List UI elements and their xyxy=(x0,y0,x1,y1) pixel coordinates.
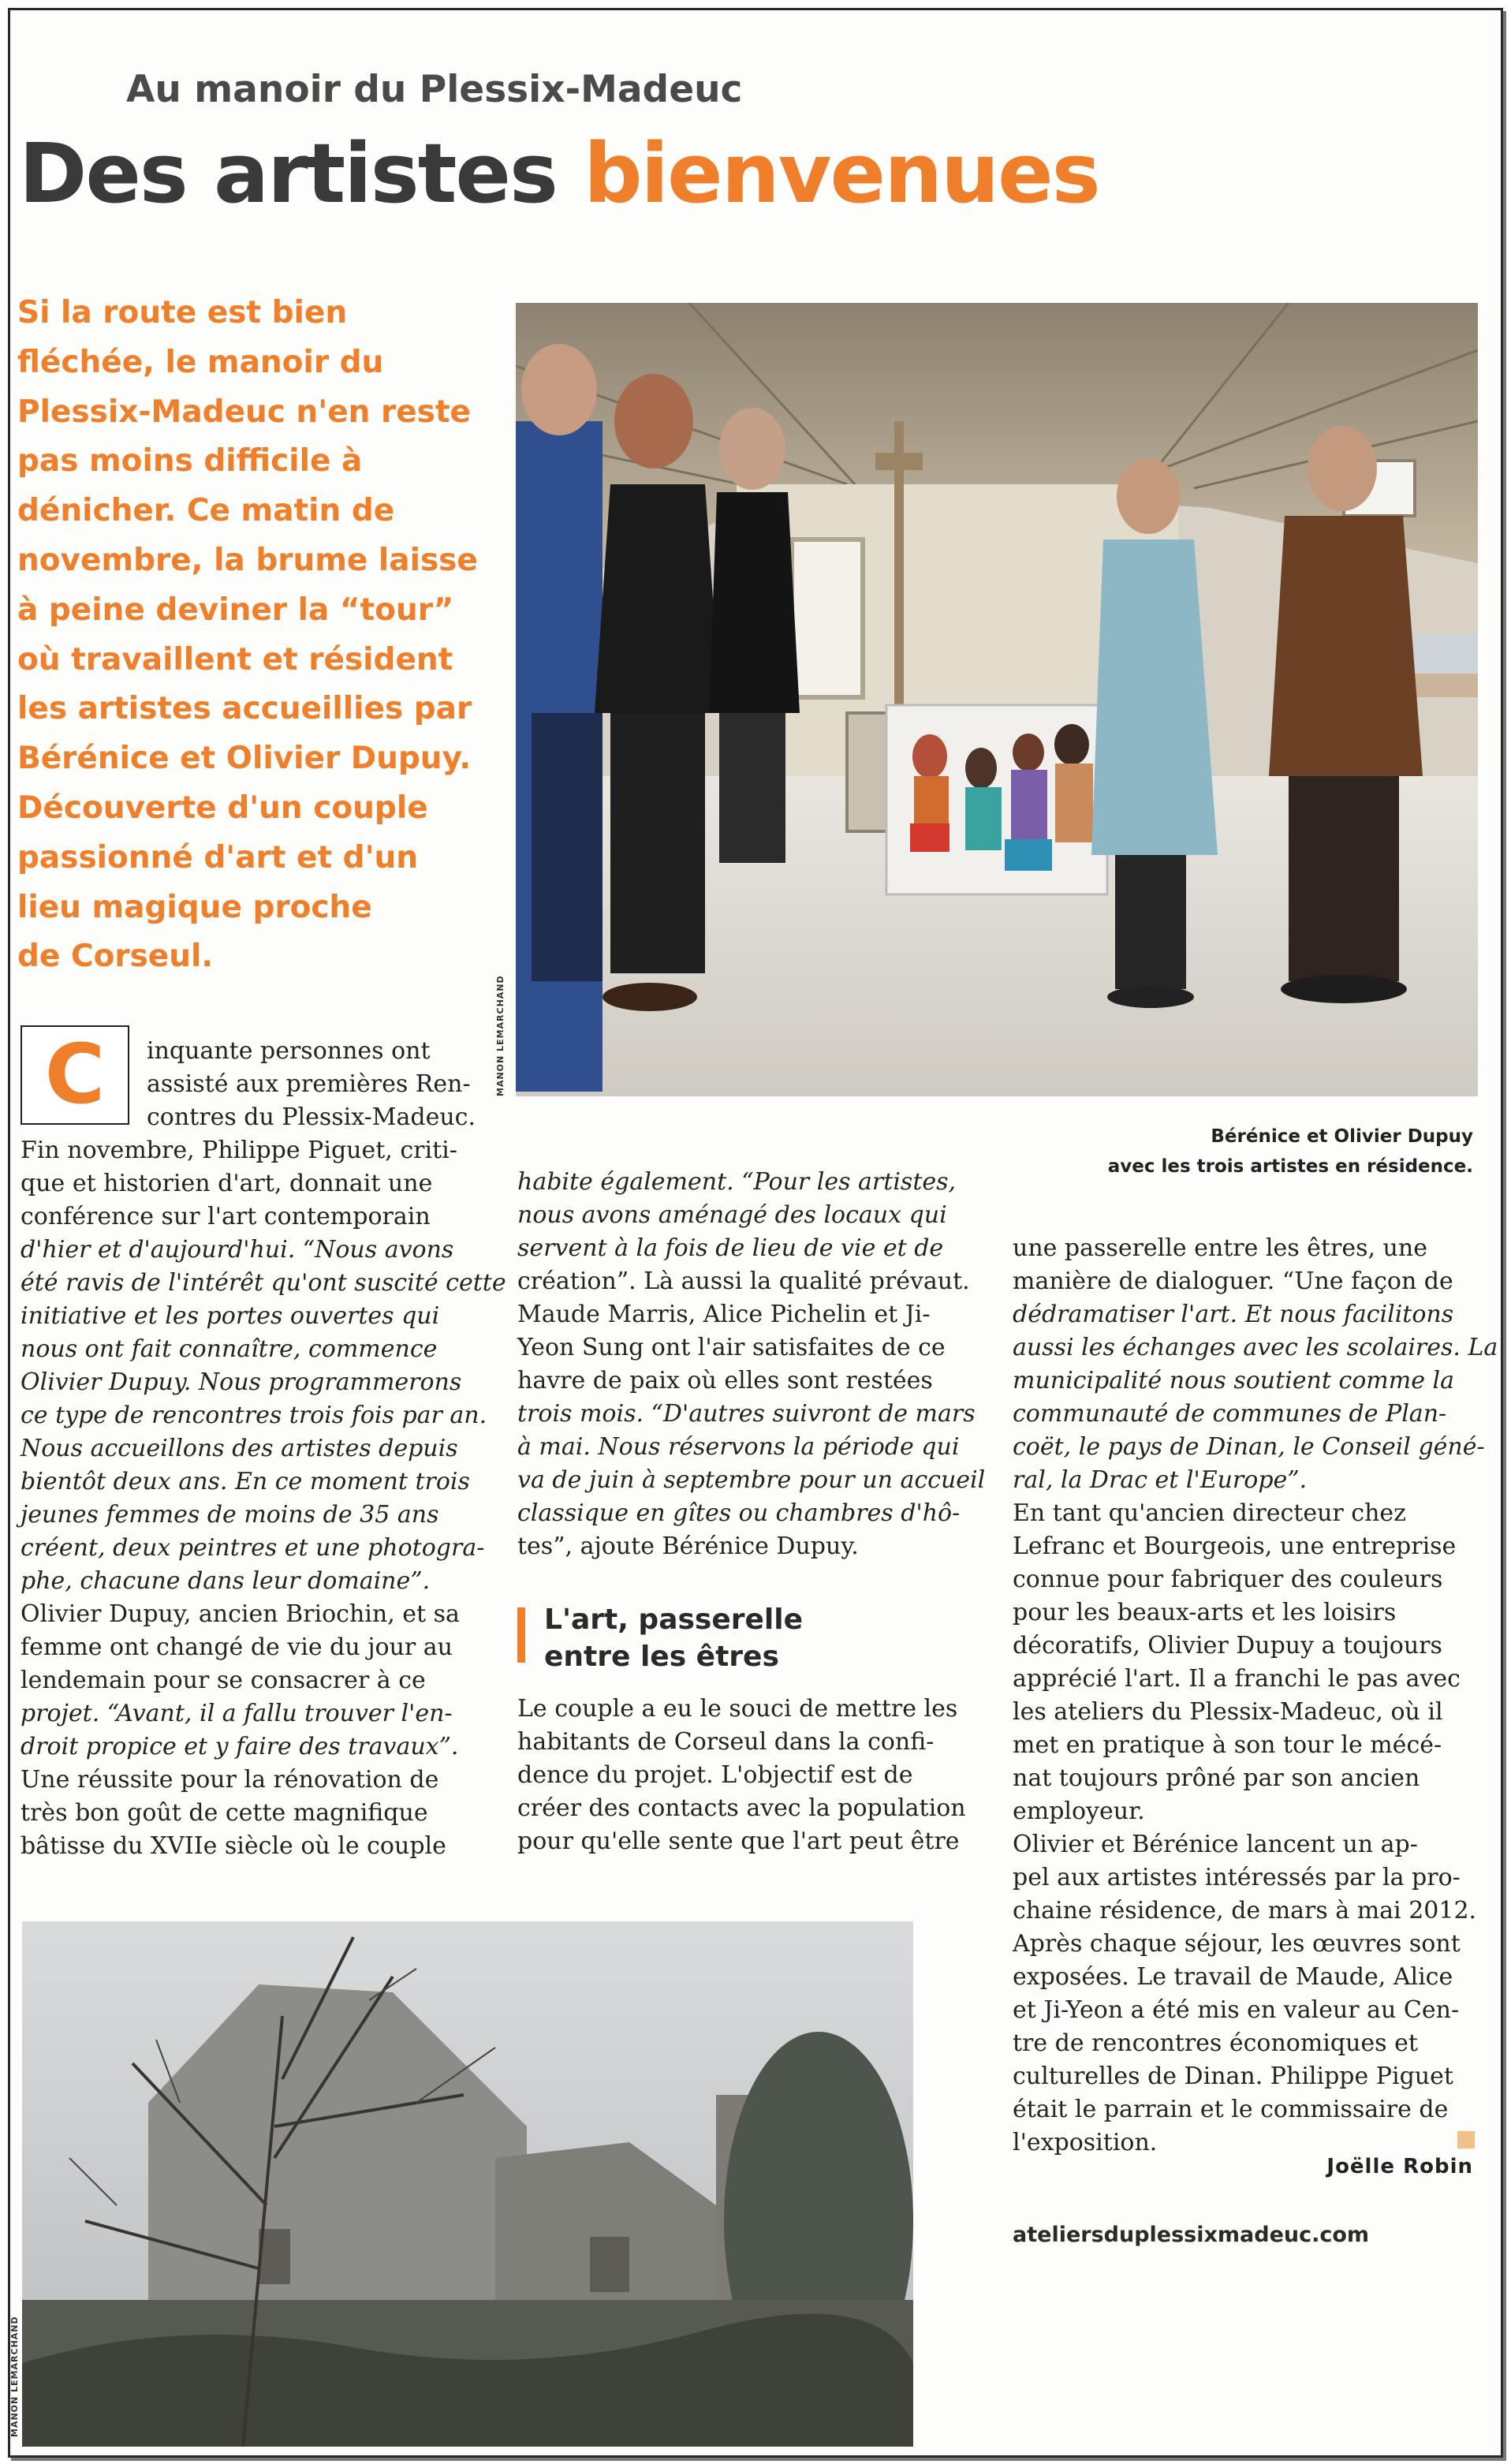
headline-accent: bienvenues xyxy=(584,125,1099,222)
text-line: culturelles de Dinan. Philippe Piguet xyxy=(1013,2063,1453,2090)
text-line: Lefranc et Bourgeois, une entreprise xyxy=(1013,1533,1457,1560)
headline-main: Des artistes xyxy=(19,125,584,222)
text-line: communauté de communes de Plan- xyxy=(1013,1400,1447,1428)
text-line: Olivier Dupuy, ancien Briochin, et sa xyxy=(21,1600,460,1628)
text-line: initiative et les portes ouvertes qui xyxy=(21,1302,440,1330)
studio-photo xyxy=(516,303,1478,1096)
text-line: classique en gîtes ou chambres d'hô- xyxy=(517,1499,961,1527)
lead-line: de Corseul. xyxy=(17,939,214,975)
text-line: assisté aux premières Ren- xyxy=(147,1070,471,1098)
text-line: Fin novembre, Philippe Piguet, criti- xyxy=(21,1137,457,1164)
text-line: Olivier et Bérénice lancent un ap- xyxy=(1013,1831,1418,1858)
lead-line: fléchée, le manoir du xyxy=(17,344,384,380)
column-2-bottom xyxy=(517,1693,966,1858)
text-line: met en pratique à son tour le mécé- xyxy=(1013,1731,1442,1759)
caption-line: avec les trois artistes en résidence. xyxy=(1107,1156,1473,1177)
end-marker xyxy=(1457,2131,1475,2149)
lead-line: Découverte d'un couple xyxy=(17,790,428,826)
text-line: femme ont changé de vie du jour au xyxy=(21,1633,453,1661)
text-line: trois mois. “D'autres suivront de mars xyxy=(517,1400,976,1428)
text-line: havre de paix où elles sont restées xyxy=(517,1367,933,1394)
text-line: les ateliers du Plessix-Madeuc, où il xyxy=(1013,1698,1443,1726)
text-line: aussi les échanges avec les scolaires. La xyxy=(1013,1334,1498,1361)
drop-cap-letter: C xyxy=(44,1026,106,1122)
text-line: manière de dialoguer. “Une façon de xyxy=(1013,1267,1453,1295)
text-line: Une réussite pour la rénovation de xyxy=(21,1766,439,1794)
text-line: ral, la Drac et l'Europe”. xyxy=(1013,1466,1308,1494)
text-line: apprécié l'art. Il a franchi le pas avec xyxy=(1013,1665,1461,1693)
text-line: habitants de Corseul dans la confi- xyxy=(517,1728,935,1756)
text-line: décoratifs, Olivier Dupuy a toujours xyxy=(1013,1632,1442,1659)
photo-caption xyxy=(1108,1122,1473,1182)
lead-line: lieu magique proche xyxy=(17,889,372,925)
text-line: chaine résidence, de mars à mai 2012. xyxy=(1013,1897,1477,1925)
website-link[interactable]: ateliersduplessixmadeuc.com xyxy=(1013,2223,1370,2247)
lead-paragraph xyxy=(17,289,478,982)
text-line: pour les beaux-arts et les loisirs xyxy=(1013,1599,1397,1626)
text-line: tre de rencontres économiques et xyxy=(1013,2029,1418,2057)
text-line: Le couple a eu le souci de mettre les xyxy=(517,1695,958,1723)
text-line: inquante personnes ont xyxy=(147,1037,431,1065)
text-line: servent à la fois de lieu de vie et de xyxy=(517,1234,944,1262)
text-line: lendemain pour se consacrer à ce xyxy=(21,1667,426,1694)
text-line: créent, deux peintres et une photogra- xyxy=(21,1534,485,1562)
text-line: coët, le pays de Dinan, le Conseil géné- xyxy=(1013,1433,1485,1461)
text-line: tes”, ajoute Bérénice Dupuy. xyxy=(517,1533,859,1560)
headline xyxy=(19,125,1099,222)
subheading-bar xyxy=(517,1607,525,1663)
text-line: projet. “Avant, il a fallu trouver l'en- xyxy=(21,1700,453,1727)
manor-photo xyxy=(22,1921,913,2447)
text-line: nous ont fait connaître, commence xyxy=(21,1335,438,1363)
photo-credit-top: MANON LEMARCHAND xyxy=(495,975,506,1096)
drop-cap xyxy=(21,1025,129,1125)
text-line: dence du projet. L'objectif est de xyxy=(517,1761,913,1789)
text-line: connue pour fabriquer des couleurs xyxy=(1013,1566,1443,1593)
text-line: créer des contacts avec la population xyxy=(517,1794,966,1822)
text-line: et Ji-Yeon a été mis en valeur au Cen- xyxy=(1013,1996,1460,2024)
text-line: très bon goût de cette magnifique xyxy=(21,1799,428,1827)
text-line: l'exposition. xyxy=(1013,2129,1158,2156)
kicker: Au manoir du Plessix-Madeuc xyxy=(126,68,743,111)
subheading-line: entre les êtres xyxy=(544,1641,779,1673)
text-line: Nous accueillons des artistes depuis xyxy=(21,1435,458,1462)
lead-line: Bérénice et Olivier Dupuy. xyxy=(17,741,472,777)
text-line: phe, chacune dans leur domaine”. xyxy=(21,1567,431,1595)
caption-line: Bérénice et Olivier Dupuy xyxy=(1211,1126,1473,1147)
text-line: exposées. Le travail de Maude, Alice xyxy=(1013,1963,1453,1991)
text-line: nat toujours prôné par son ancien xyxy=(1013,1764,1420,1792)
text-line: contres du Plessix-Madeuc. xyxy=(147,1103,476,1131)
lead-line: novembre, la brume laisse xyxy=(17,542,478,578)
photo-credit-bottom: MANON LEMARCHAND xyxy=(9,2316,20,2437)
text-line: En tant qu'ancien directeur chez xyxy=(1013,1499,1406,1527)
text-line: Maude Marris, Alice Pichelin et Ji- xyxy=(517,1301,931,1328)
text-line: dédramatiser l'art. Et nous facilitons xyxy=(1013,1301,1454,1328)
lead-line: Si la route est bien xyxy=(17,295,348,330)
lead-line: dénicher. Ce matin de xyxy=(17,493,395,529)
text-line: municipalité nous soutient comme la xyxy=(1013,1367,1454,1394)
author-signature: Joëlle Robin xyxy=(1326,2155,1473,2178)
lead-line: Plessix-Madeuc n'en reste xyxy=(17,394,471,430)
text-line: que et historien d'art, donnait une xyxy=(21,1170,433,1197)
subheading-line: L'art, passerelle xyxy=(544,1603,804,1636)
text-line: ce type de rencontres trois fois par an. xyxy=(21,1402,487,1429)
manor-photo-image xyxy=(22,1921,913,2447)
lead-line: où travaillent et résident xyxy=(17,641,453,678)
column-1-top xyxy=(147,1035,476,1134)
text-line: habite également. “Pour les artistes, xyxy=(517,1168,957,1196)
text-line: Olivier Dupuy. Nous programmerons xyxy=(21,1368,462,1396)
text-line: pour qu'elle sente que l'art peut être xyxy=(517,1827,960,1855)
lead-line: à peine deviner la “tour” xyxy=(17,592,454,628)
studio-photo-image xyxy=(516,303,1478,1096)
text-line: conférence sur l'art contemporain xyxy=(21,1203,431,1230)
text-line: création”. Là aussi la qualité prévaut. xyxy=(517,1267,970,1295)
text-line: Yeon Sung ont l'air satisfaites de ce xyxy=(517,1334,946,1361)
lead-line: les artistes accueillies par xyxy=(17,691,472,727)
text-line: d'hier et d'aujourd'hui. “Nous avons xyxy=(21,1236,454,1264)
text-line: va de juin à septembre pour un accueil xyxy=(517,1466,986,1494)
text-line: jeunes femmes de moins de 35 ans xyxy=(21,1501,439,1529)
text-line: nous avons aménagé des locaux qui xyxy=(517,1201,947,1229)
text-line: était le parrain et le commissaire de xyxy=(1013,2096,1449,2123)
text-line: pel aux artistes intéressés par la pro- xyxy=(1013,1864,1461,1891)
text-line: bientôt deux ans. En ce moment trois xyxy=(21,1468,470,1495)
text-line: bâtisse du XVIIe siècle où le couple xyxy=(21,1832,446,1860)
text-line: été ravis de l'intérêt qu'ont suscité cette xyxy=(21,1269,506,1297)
lead-line: passionné d'art et d'un xyxy=(17,839,419,875)
text-line: employeur. xyxy=(1013,1798,1145,1825)
text-line: droit propice et y faire des travaux”. xyxy=(21,1733,459,1760)
column-2-top xyxy=(517,1166,985,1563)
column-1 xyxy=(21,1134,506,1863)
text-line: à mai. Nous réservons la période qui xyxy=(517,1433,960,1461)
column-3 xyxy=(1013,1232,1498,2160)
text-line: Après chaque séjour, les œuvres sont xyxy=(1013,1930,1461,1958)
lead-line: pas moins difficile à xyxy=(17,443,363,480)
text-line: une passerelle entre les êtres, une xyxy=(1013,1234,1427,1262)
